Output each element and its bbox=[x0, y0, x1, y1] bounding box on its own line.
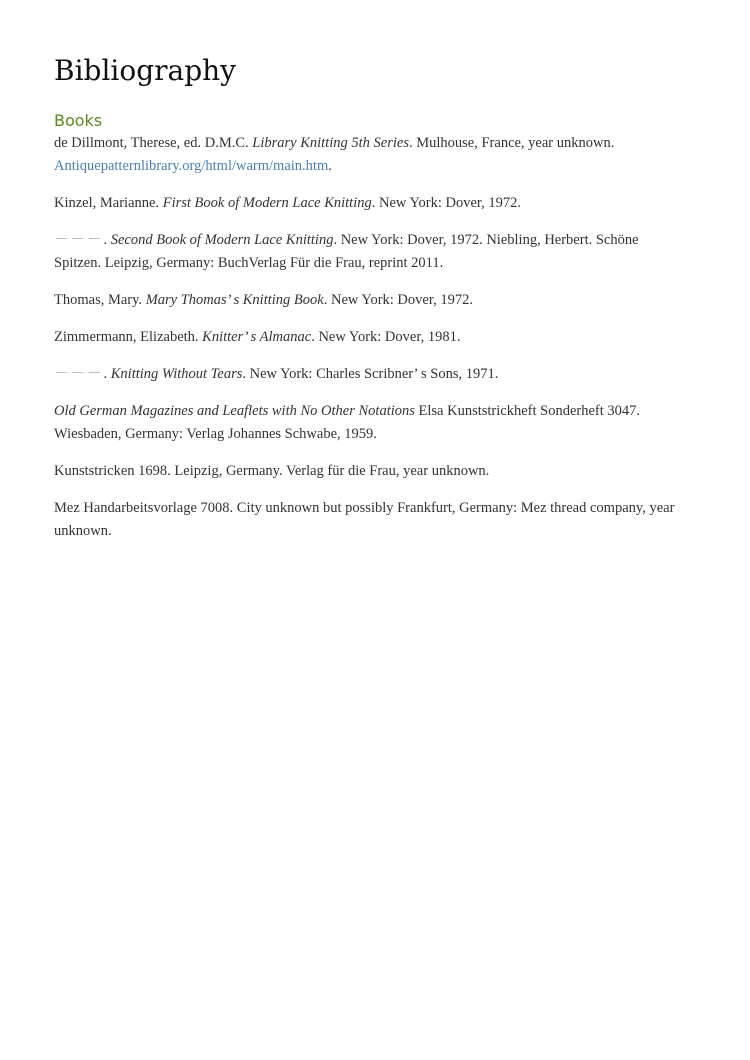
entry-title: Old German Magazines and Leaflets with No Other Notations bbox=[54, 403, 415, 419]
entry-text: Kunststricken 1698. Leipzig, Germany. Verlag für die Frau, year unknown. bbox=[54, 463, 490, 479]
page-title: Bibliography bbox=[54, 54, 236, 87]
entry-text: Mez Handarbeitsvorlage 7008. City unknown but possibly Frankfurt, Germany: Mez thread company, year unknown. bbox=[54, 500, 675, 539]
bib-entry-6 bbox=[54, 363, 686, 386]
entry-title: Second Book of Modern Lace Knitting bbox=[110, 232, 334, 248]
entry-title: Library Knitting 5th Series bbox=[252, 135, 409, 151]
entry-title: First Book of Modern Lace Knitting bbox=[162, 195, 372, 211]
entry-text: . New York: Charles Scribner’ s Sons, 1971. bbox=[242, 366, 499, 382]
bib-entry-7 bbox=[54, 400, 686, 446]
bib-entry-3 bbox=[54, 229, 686, 275]
entry-text: . New York: Dover, 1981. bbox=[311, 329, 461, 345]
ditto-dash: －－－ bbox=[54, 232, 104, 248]
entry-text: . Mulhouse, France, year unknown. bbox=[408, 135, 615, 151]
entry-title: Mary Thomas’ s Knitting Book bbox=[145, 292, 324, 308]
entry-text: Elsa Kunststrickheft Sonderheft 3047. Wiesbaden, Germany: Verlag Johannes Schwabe, 1959. bbox=[54, 403, 641, 442]
entry-title: Knitter’ s Almanac bbox=[202, 329, 312, 345]
entry-text: . New York: Dover, 1972. bbox=[371, 195, 521, 211]
entry-text: de Dillmont, Therese, ed. D.M.C. bbox=[54, 135, 253, 151]
ditto-dash: －－－ bbox=[54, 366, 104, 382]
entry-text: Zimmermann, Elizabeth. bbox=[54, 329, 203, 345]
entry-text: . bbox=[103, 232, 111, 248]
entry-text: . bbox=[328, 158, 332, 174]
entry-title: Knitting Without Tears bbox=[110, 366, 243, 382]
antique-pattern-library-link[interactable]: Antiquepatternlibrary.org/html/warm/main.htm bbox=[54, 158, 329, 174]
entry-text: . New York: Dover, 1972. bbox=[323, 292, 473, 308]
entry-text: . New York: Dover, 1972. Niebling, Herbert. Schöne Spitzen. Leipzig, Germany: BuchVerlag Für die Frau, reprint 2011. bbox=[54, 232, 639, 271]
section-heading-books: Books bbox=[54, 111, 103, 130]
bib-entry-9 bbox=[54, 497, 686, 543]
bib-entry-5 bbox=[54, 326, 686, 349]
entry-text: Thomas, Mary. bbox=[54, 292, 146, 308]
bib-entry-2 bbox=[54, 192, 686, 215]
bib-entry-1 bbox=[54, 132, 686, 178]
bib-entry-4 bbox=[54, 289, 686, 312]
bib-entry-8 bbox=[54, 460, 686, 483]
entry-text: . bbox=[103, 366, 111, 382]
entry-text: Kinzel, Marianne. bbox=[54, 195, 163, 211]
